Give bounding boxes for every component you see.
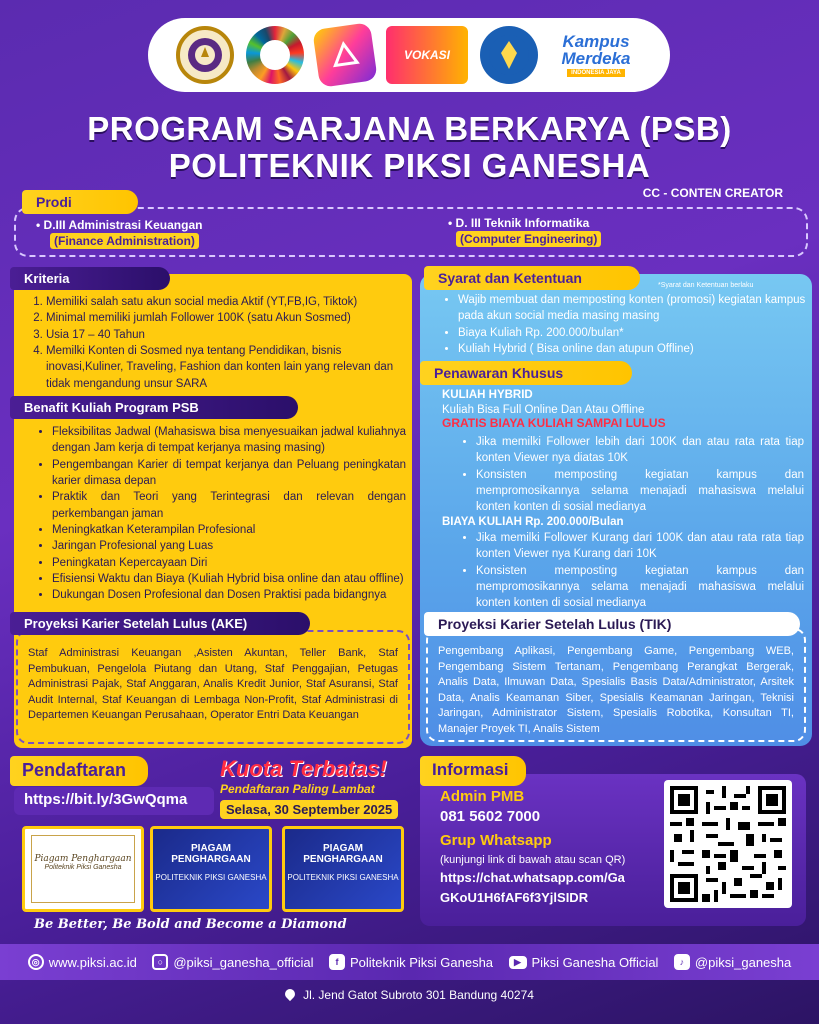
footer-youtube[interactable] <box>509 955 659 970</box>
footer-youtube-text: Piksi Ganesha Official <box>531 954 659 970</box>
psb-logo <box>312 22 378 88</box>
footer-tiktok[interactable] <box>674 954 791 970</box>
certificate-title: PIAGAM PENGHARGAAN <box>303 843 383 865</box>
biaya-label: BIAYA KULIAH Rp. 200.000/Bulan <box>442 516 624 528</box>
certificate-sub: Politeknik Piksi Ganesha <box>44 864 122 871</box>
admin-phone[interactable]: 081 5602 7000 <box>440 808 541 825</box>
page-title-line2: POLITEKNIK PIKSI GANESHA <box>168 147 651 184</box>
youtube-icon: ▶ <box>509 956 527 969</box>
pendaftaran-link[interactable]: https://bit.ly/3GwQqma <box>14 787 214 815</box>
list-item: • Jika memilki Follower lebih dari 100K dan atau rata rata tiap konten Viewer nya diatas 10K <box>476 434 804 467</box>
list-item: • Kuliah Hybrid ( Bisa online dan atupun Offline) <box>458 341 806 357</box>
tik-text: Pengembang Aplikasi, Pengembang Game, Pengembang WEB, Pengembang Sistem Tertanam, Pengembang Perangkat Bergerak, Analis Data, Ilmuwan Data, Spesialis Basis Data/Administrator, Arsitek Data, Analis Keamanan Siber, Spesialis Keamanan Jaringan, Teknisi Jaringan, Administrator Sistem, Spesialis Robotika, Konsultan TI, Manajer Proyek TI, Analis Sistem <box>438 645 794 736</box>
ake-text: Staf Administrasi Keuangan ,Asisten Akuntan, Teller Bank, Staf Pembukuan, Pengelola Piutang dan Utang, Staf Penggajian, Petugas Administrasi Pajak, Staf Anggaran, Analis Kredit Junior, Staf Asuransi, Staf Audit Internal, Staf Keuangan di Lembaga Non-Profit, Staf Administrasi di Departemen Keuangan Perusahaan, Operator Entri Data Keuangan <box>28 647 398 722</box>
instagram-icon: ○ <box>152 954 168 970</box>
list-item: 4. Memilki Konten di Sosmed nya tentang Pendidikan, bisnis inovasi,Kuliner, Traveling, Fashion dan konten lain yang relevan dan tidak mengandung unsur SARA <box>46 343 402 392</box>
kuota-label: Kuota Terbatas! <box>220 756 387 781</box>
certificate-image <box>22 826 144 912</box>
certificate-sub: POLITEKNIK PIKSI GANESHA <box>287 873 399 882</box>
vokasi-logo: VOKASI <box>386 26 468 84</box>
benefit-list <box>38 424 406 604</box>
certificate-image <box>150 826 272 912</box>
admin-label: Admin PMB <box>440 788 525 805</box>
footer-instagram[interactable] <box>152 954 313 970</box>
syarat-list <box>444 292 806 357</box>
prodi-item-1 <box>36 218 202 250</box>
merdeka-text: Merdeka <box>561 49 631 68</box>
syarat-note: *Syarat dan Ketentuan berlaku <box>658 282 754 289</box>
address-text: Jl. Jend Gatot Subroto 301 Bandung 40274 <box>303 988 534 1002</box>
facebook-icon: f <box>329 954 345 970</box>
tut-wuri-handayani-logo <box>480 26 538 84</box>
prodi-item-2 <box>448 216 601 248</box>
certificate-title: Piagam Penghargaan <box>34 854 132 864</box>
list-item: • Konsisten memposting kegiatan kampus dan mempromosikannya selama menajadi mahasiswa melalui konten konten di sosial medianya <box>476 467 804 516</box>
benefit-heading: Benafit Kuliah Program PSB <box>10 396 298 419</box>
cc-label: CC - CONTEN CREATOR <box>642 186 783 200</box>
tik-box <box>426 628 806 742</box>
logo-bar <box>148 18 670 92</box>
tik-heading: Proyeksi Karier Setelah Lulus (TIK) <box>424 612 800 636</box>
prodi-item-name: • D.III Administrasi Keuangan <box>36 218 203 232</box>
list-item: • Efisiensi Waktu dan Biaya (Kuliah Hybrid bisa online dan atau offline) <box>52 571 406 587</box>
penawaran-heading: Penawaran Khusus <box>420 361 632 385</box>
footer-tiktok-text: @piksi_ganesha <box>694 954 792 970</box>
globe-icon: ◎ <box>28 954 44 970</box>
address <box>0 988 819 1002</box>
list-item: • Pengembangan Karier di tempat kerjanya dan Peluang peningkatan karier dimasa depan <box>52 457 406 490</box>
list-item: • Konsisten memposting kegiatan kampus dan mempromosikannya selama menajadi mahasiswa melalui konten konten di sosial medianya <box>476 563 804 612</box>
prodi-heading: Prodi <box>22 190 138 214</box>
kriteria-heading: Kriteria <box>10 267 170 290</box>
prodi-item-name: • D. III Teknik Informatika <box>448 216 590 230</box>
footer-web[interactable] <box>28 954 137 970</box>
ake-heading: Proyeksi Karier Setelah Lulus (AKE) <box>10 612 310 635</box>
list-item: • Jika memilki Follower Kurang dari 100K dan atau rata rata tiap konten Viewer nya Kurang dari 10K <box>476 530 804 563</box>
hybrid-sub: Kuliah Bisa Full Online Dan Atau Offline <box>442 404 645 416</box>
footer-bar <box>0 944 819 980</box>
pendaftaran-date: Selasa, 30 September 2025 <box>220 800 398 819</box>
informasi-heading: Informasi <box>420 756 526 786</box>
grup-link-1[interactable]: https://chat.whatsapp.com/Ga <box>440 870 625 885</box>
page-title-line1: PROGRAM SARJANA BERKARYA (PSB) <box>87 110 732 147</box>
location-pin-icon <box>283 987 297 1001</box>
ake-box <box>16 630 410 744</box>
certificate-title: PIAGAM PENGHARGAAN <box>171 843 251 865</box>
prodi-item-sub: (Finance Administration) <box>50 233 199 249</box>
certificate-sub: POLITEKNIK PIKSI GANESHA <box>155 873 267 882</box>
list-item: • Peningkatan Kepercayaan Diri <box>52 555 406 571</box>
grup-label: Grup Whatsapp <box>440 832 552 849</box>
certificate-image <box>282 826 404 912</box>
pendaftaran-heading: Pendaftaran <box>10 756 148 786</box>
footer-facebook-text: Politeknik Piksi Ganesha <box>349 954 494 970</box>
tiktok-icon: ♪ <box>674 954 690 970</box>
syarat-heading: Syarat dan Ketentuan <box>424 266 640 290</box>
kriteria-list <box>30 294 402 392</box>
piksi-ganesha-logo <box>176 26 234 84</box>
list-item: 3. Usia 17 – 40 Tahun <box>46 327 402 343</box>
hybrid-title: KULIAH HYBRID <box>442 389 533 401</box>
list-item: • Meningkatkan Keterampilan Profesional <box>52 522 406 538</box>
footer-web-text: www.piksi.ac.id <box>48 954 137 970</box>
footer-instagram-text: @piksi_ganesha_official <box>173 954 314 970</box>
kampus-merdeka-logo <box>550 29 642 81</box>
motto: Be Better, Be Bold and Become a Diamond <box>34 917 347 932</box>
gratis-label: GRATIS BIAYA KULIAH SAMPAI LULUS <box>442 416 666 430</box>
biaya-list <box>462 530 804 612</box>
list-item: 1. Memiliki salah satu akun social media Aktif (YT,FB,IG, Tiktok) <box>46 294 402 310</box>
list-item: • Fleksibilitas Jadwal (Mahasiswa bisa menyesuaikan jadwal kuliahnya dengan Jam kerja di tempat kerjanya masing masing) <box>52 424 406 457</box>
indonesia-jaya-text: INDONESIA JAYA <box>567 69 625 77</box>
footer-facebook[interactable] <box>329 954 493 970</box>
list-item: • Praktik dan Teori yang Terintegrasi dan relevan dengan perkembangan jaman <box>52 489 406 522</box>
prodi-item-sub: (Computer Engineering) <box>456 231 601 247</box>
grup-link-2[interactable]: GKoU1H6fAF6f3YjlSIDR <box>440 890 589 905</box>
list-item: 2. Minimal memiliki jumlah Follower 100K (satu Akun Sosmed) <box>46 310 402 326</box>
list-item: • Dukungan Dosen Profesional dan Dosen Praktisi pada bidangnya <box>52 587 406 603</box>
list-item: • Biaya Kuliah Rp. 200.000/bulan* <box>458 325 806 341</box>
qr-code[interactable] <box>664 780 792 908</box>
gratis-list <box>462 434 804 516</box>
list-item: • Jaringan Profesional yang Luas <box>52 538 406 554</box>
kampus-text: Kampus <box>562 32 630 51</box>
sdgs-logo <box>246 26 304 84</box>
pendaftaran-last-label: Pendaftaran Paling Lambat <box>220 782 375 796</box>
list-item: • Wajib membuat dan memposting konten (promosi) kegiatan kampus pada akun social media masing masing <box>458 292 806 325</box>
grup-note: (kunjungi link di bawah atau scan QR) <box>440 854 626 866</box>
